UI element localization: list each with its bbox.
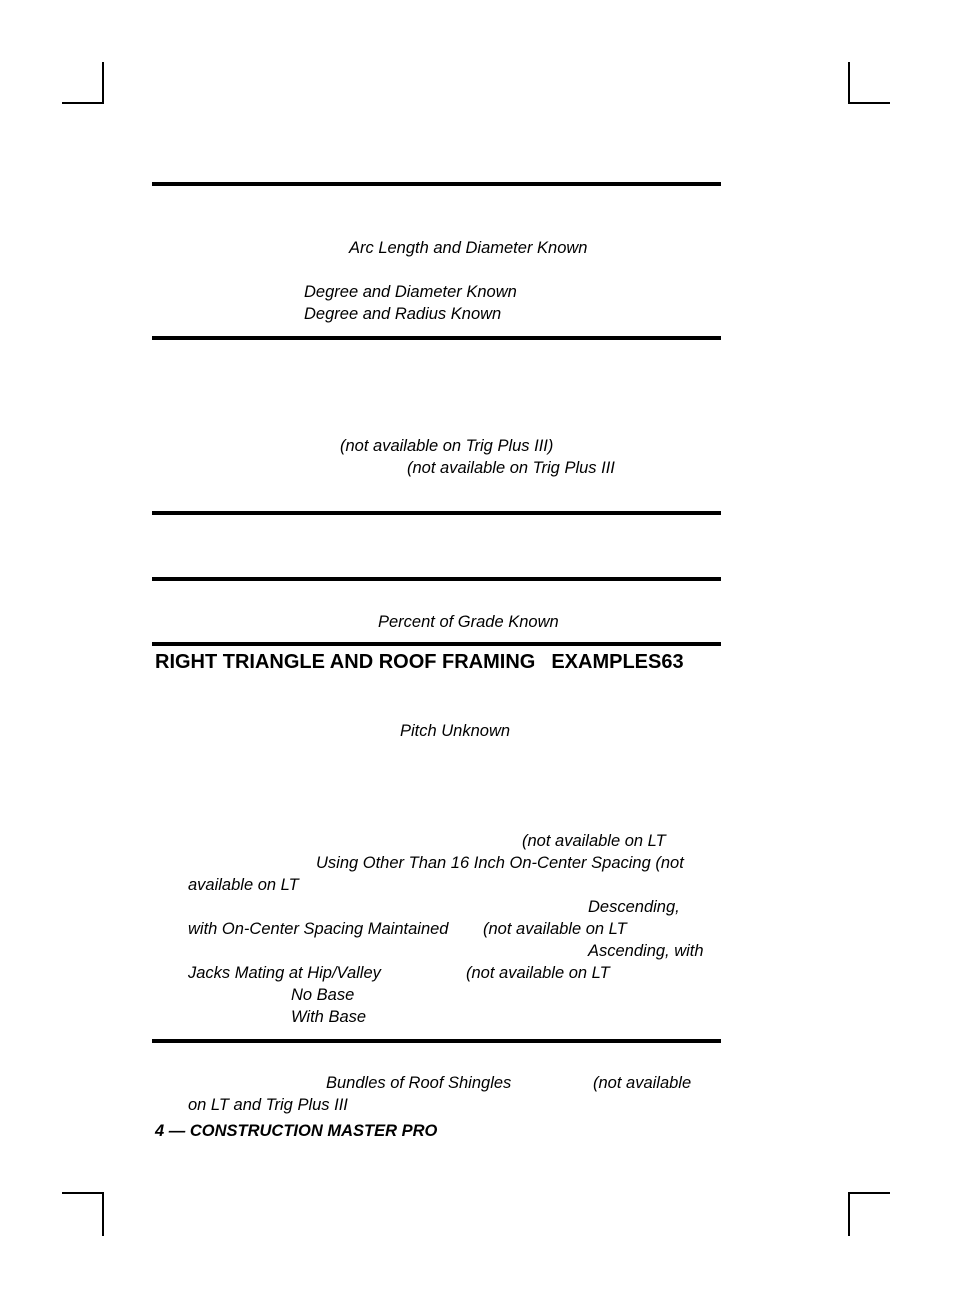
section-rule bbox=[152, 511, 721, 515]
toc-heading-title: RIGHT TRIANGLE AND ROOF FRAMING bbox=[155, 651, 536, 673]
crop-mark-bottom-left-h bbox=[62, 1192, 104, 1194]
section-rule bbox=[152, 577, 721, 581]
toc-entry[interactable]: Descending, bbox=[588, 898, 680, 916]
toc-heading-right-triangle[interactable] bbox=[155, 650, 684, 674]
section-rule bbox=[152, 642, 721, 646]
crop-mark-top-right-h bbox=[848, 102, 890, 104]
toc-page-number: 63 bbox=[661, 651, 684, 673]
toc-entry[interactable]: Ascending, with bbox=[588, 942, 704, 960]
section-rule bbox=[152, 182, 721, 186]
toc-entry[interactable]: With Base bbox=[291, 1008, 367, 1026]
crop-mark-top-left-h bbox=[62, 102, 104, 104]
toc-entry[interactable]: Degree and Diameter Known bbox=[304, 283, 517, 301]
crop-mark-bottom-right-h bbox=[848, 1192, 890, 1194]
toc-entry[interactable]: Arc Length and Diameter Known bbox=[349, 239, 588, 257]
page-footer: 4 — CONSTRUCTION MASTER PRO bbox=[155, 1122, 438, 1140]
toc-entry[interactable]: (not available on LT bbox=[466, 964, 610, 982]
toc-entry[interactable]: available on LT bbox=[188, 876, 299, 894]
toc-entry[interactable]: Percent of Grade Known bbox=[378, 613, 559, 631]
toc-entry[interactable]: (not available on LT bbox=[483, 920, 627, 938]
toc-entry[interactable]: (not available on Trig Plus III bbox=[407, 459, 615, 477]
toc-entry[interactable]: (not available on Trig Plus III) bbox=[340, 437, 554, 455]
crop-mark-top-right-v bbox=[848, 62, 850, 104]
crop-mark-bottom-right-v bbox=[848, 1192, 850, 1236]
toc-entry[interactable]: Pitch Unknown bbox=[400, 722, 511, 740]
crop-mark-bottom-left-v bbox=[102, 1192, 104, 1236]
toc-entry[interactable]: on LT and Trig Plus III bbox=[188, 1096, 348, 1114]
section-rule bbox=[152, 1039, 721, 1043]
toc-entry[interactable]: Bundles of Roof Shingles bbox=[326, 1074, 512, 1092]
toc-heading-title-suffix: EXAMPLES bbox=[551, 651, 662, 673]
toc-entry[interactable]: with On-Center Spacing Maintained bbox=[188, 920, 449, 938]
crop-mark-top-left-v bbox=[102, 62, 104, 104]
toc-entry[interactable]: No Base bbox=[291, 986, 355, 1004]
toc-entry[interactable]: (not available on LT bbox=[522, 832, 666, 850]
section-rule bbox=[152, 336, 721, 340]
toc-entry[interactable]: Using Other Than 16 Inch On-Center Spacing (not bbox=[316, 854, 684, 872]
toc-entry[interactable]: Degree and Radius Known bbox=[304, 305, 502, 323]
toc-entry[interactable]: (not available bbox=[593, 1074, 692, 1092]
toc-entry[interactable]: Jacks Mating at Hip/Valley bbox=[188, 964, 381, 982]
